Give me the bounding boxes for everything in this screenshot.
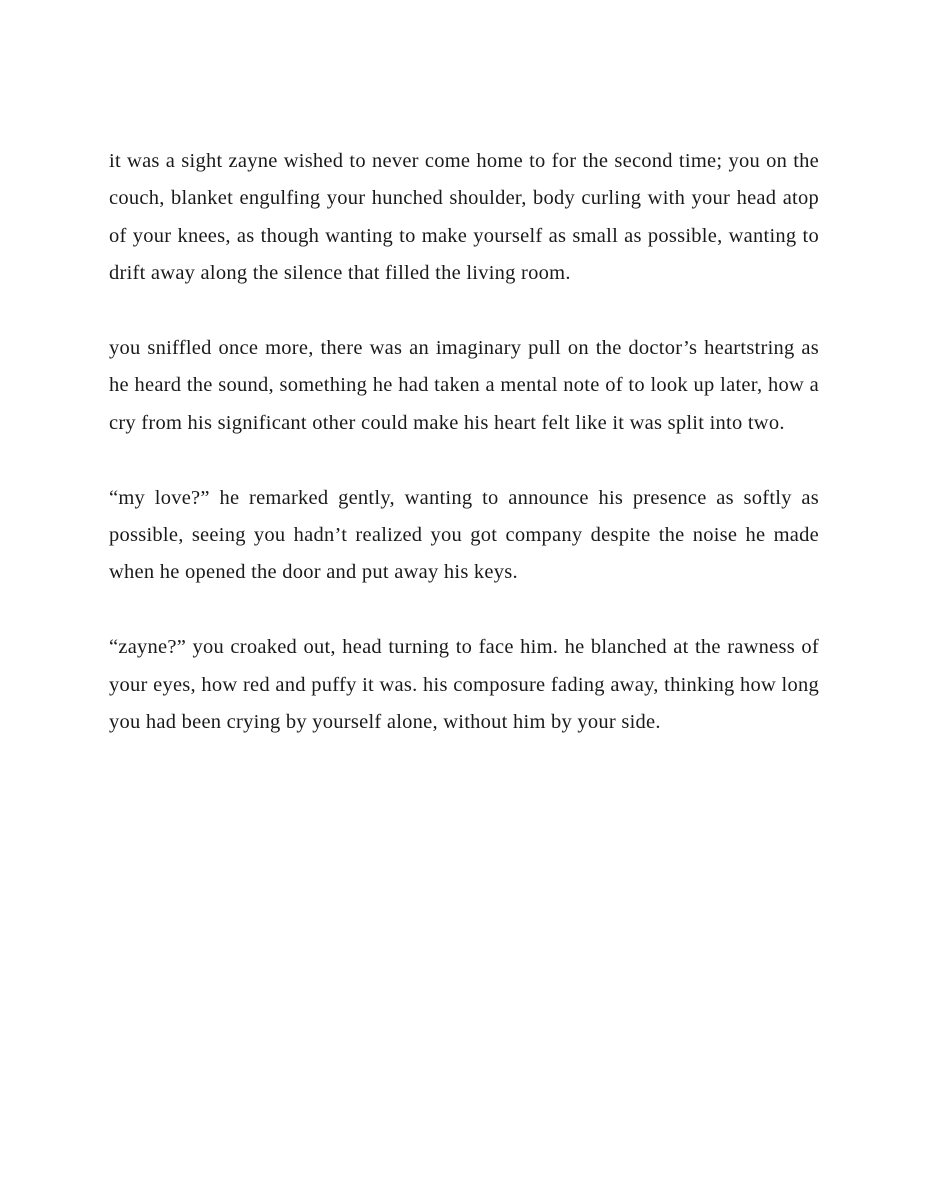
paragraph-3: “my love?” he remarked gently, wanting to announce his presence as softly as possible, seeing you hadn’t realized you got company despite the noise he made when he opened the door and put away his keys. <box>109 486 819 584</box>
story-text <box>109 143 819 779</box>
paragraph-2: you sniffled once more, there was an imaginary pull on the doctor’s heartstring as he heard the sound, something he had taken a mental note of to look up later, how a cry from his significant other could make his heart felt like it was split into two. <box>109 337 819 434</box>
paragraph-4: “zayne?” you croaked out, head turning to face him. he blanched at the rawness of your eyes, how red and puffy it was. his composure fading away, thinking how long you had been crying by yourself alone, without him by your side. <box>109 636 819 734</box>
paragraph-1: it was a sight zayne wished to never come home to for the second time; you on the couch, blanket engulfing your hunched shoulder, body curling with your head atop of your knees, as though wanting to make yourself as small as possible, wanting to drift away along the silence that filled the living room. <box>109 150 819 285</box>
